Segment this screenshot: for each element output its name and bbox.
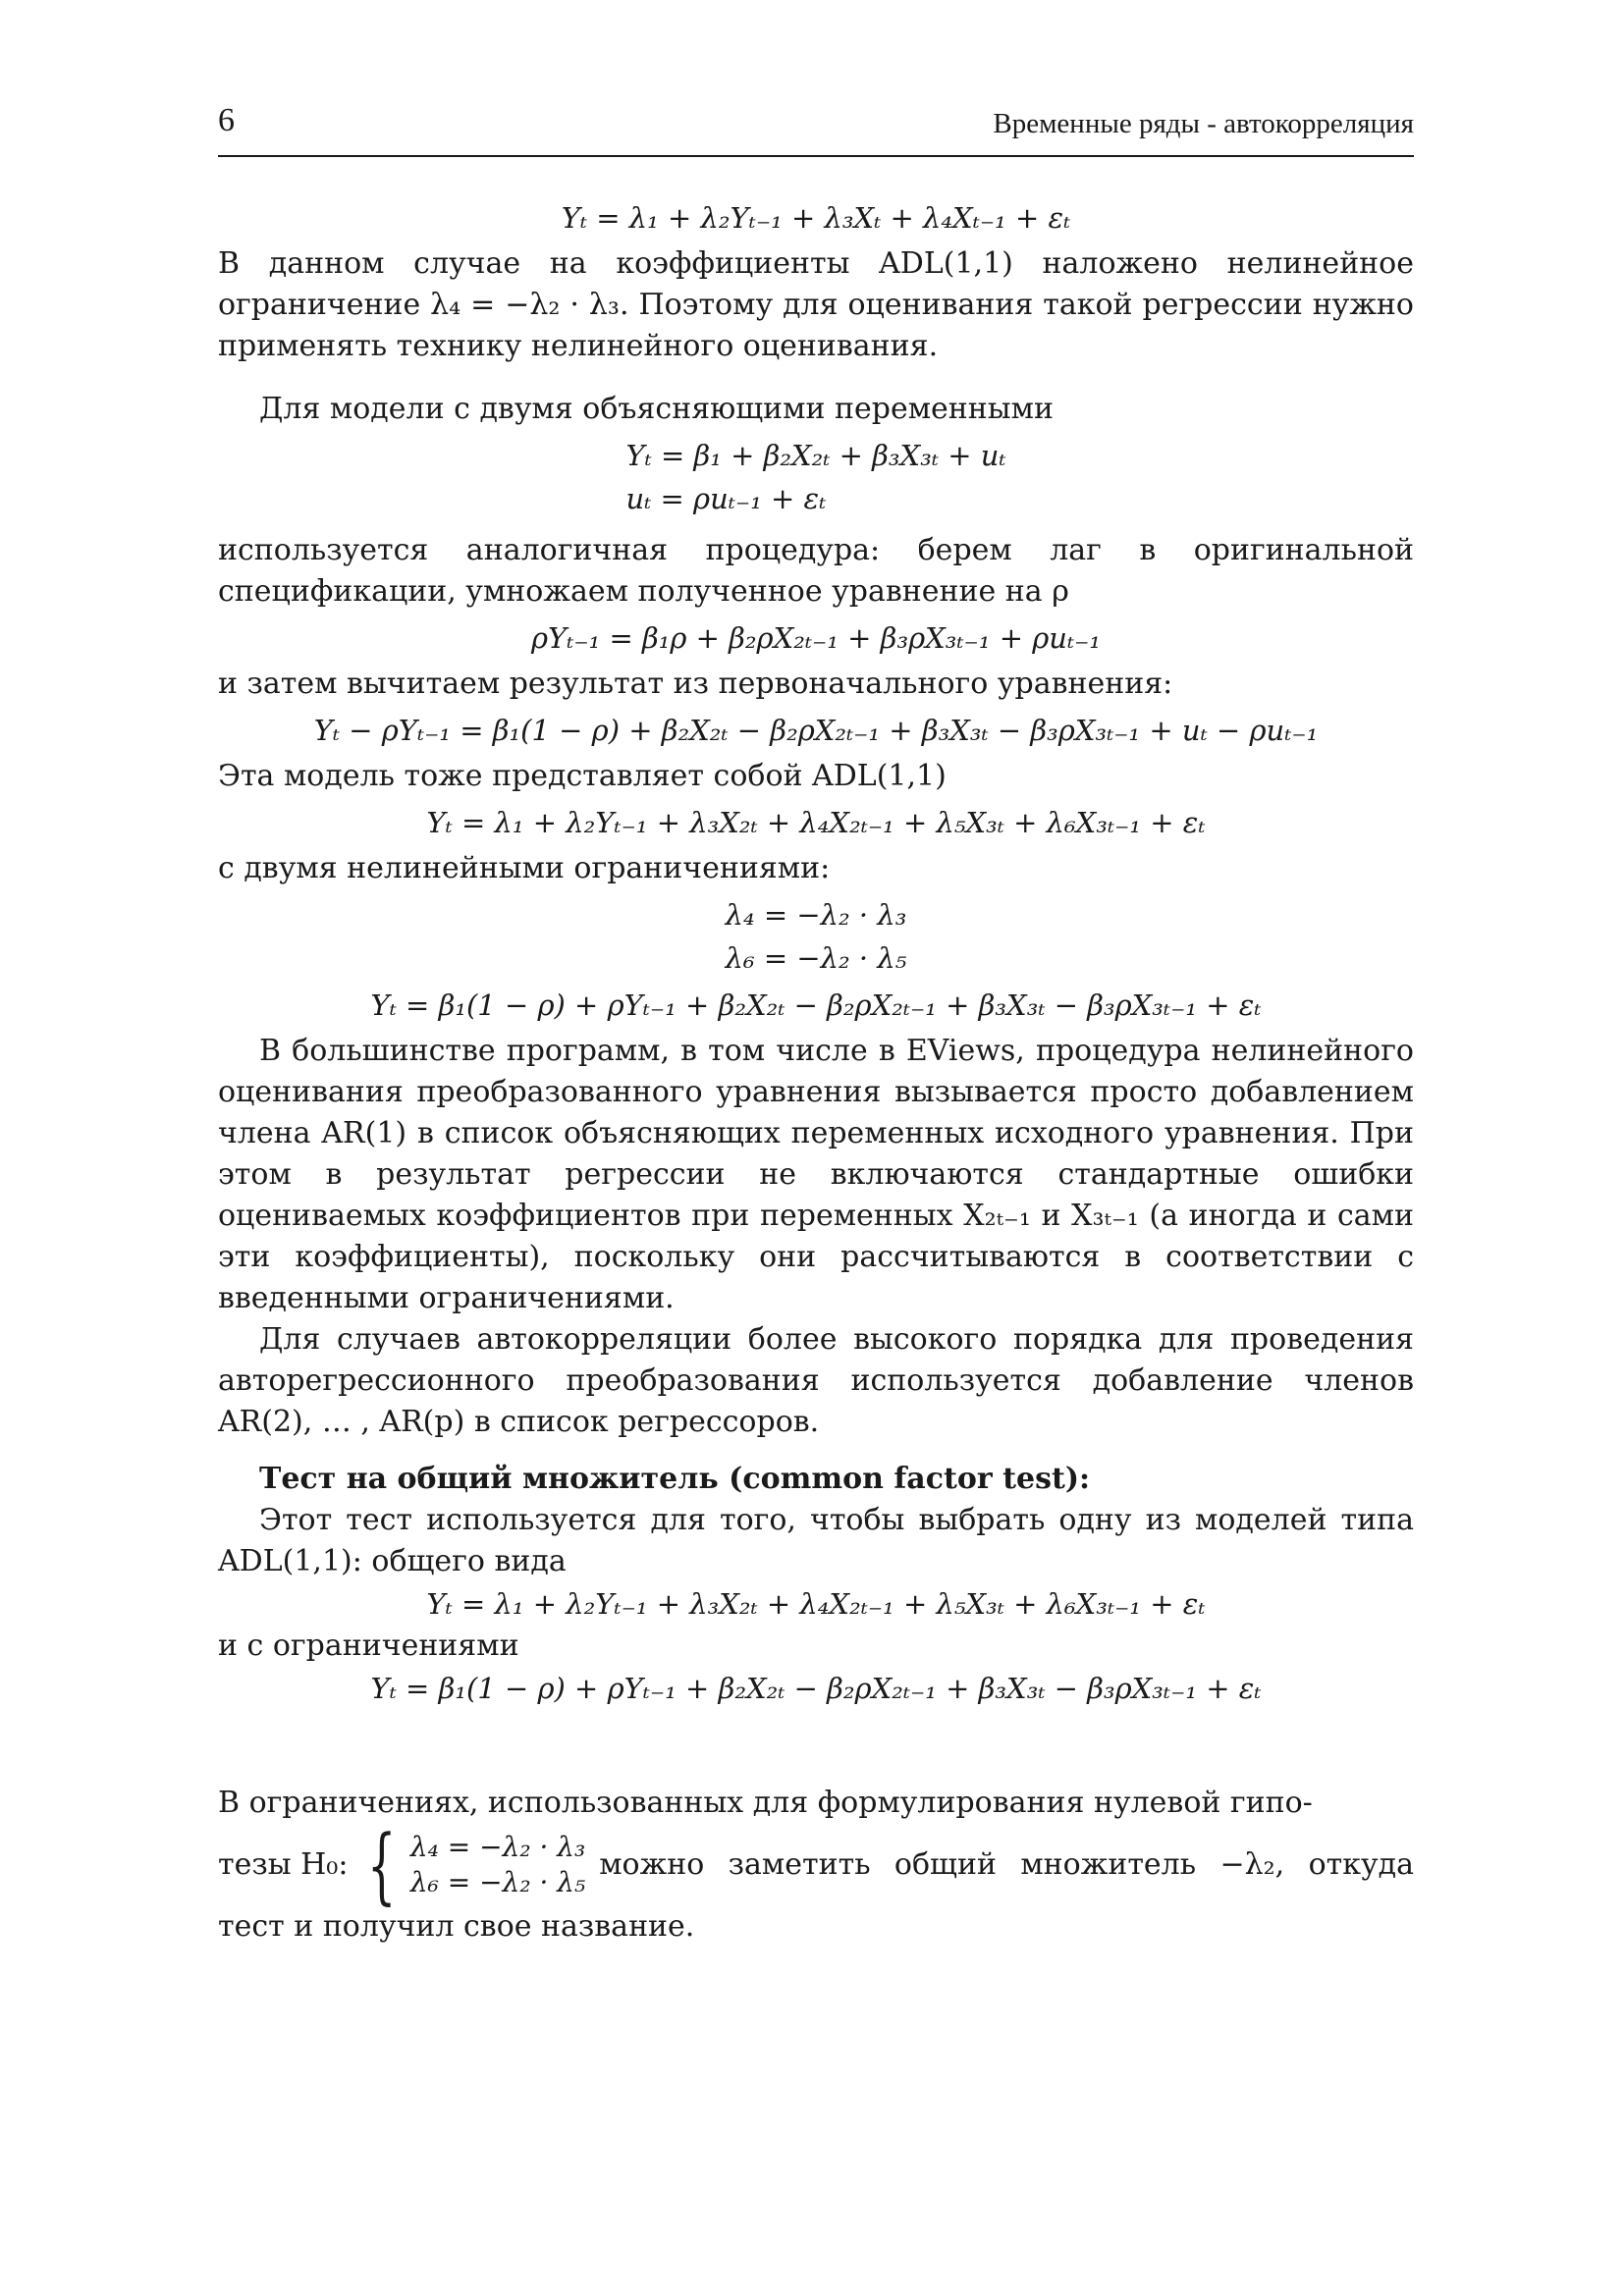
equation-system-constraints	[726, 893, 907, 980]
equation-error-ar1: uₜ = ρuₜ₋₁ + εₜ	[625, 482, 827, 515]
equation-constraint-lambda4: λ₄ = −λ₂ · λ₃	[725, 898, 907, 932]
paragraph-with-constraints: и с ограничениями	[218, 1629, 519, 1663]
hypothesis-tail: можно заметить общий множитель −λ₂, откуда	[599, 1847, 1414, 1882]
paragraph-two-constraints: с двумя нелинейными ограничениями:	[218, 851, 831, 885]
equation-model: Yₜ = β₁ + β₂X₂ₜ + β₃X₃ₜ + uₜ	[625, 439, 1006, 472]
section-heading: Тест на общий множитель (common factor test):	[259, 1462, 1091, 1496]
header-rule	[218, 155, 1414, 157]
paragraph-two-variables: Для модели с двумя объясняющими переменными	[259, 392, 1054, 426]
page-number: 6	[218, 102, 235, 138]
paragraph-test-name: тест и получил свое название.	[218, 1909, 695, 1944]
equation-lagged-rho: ρYₜ₋₁ = β₁ρ + β₂ρX₂ₜ₋₁ + β₃ρX₃ₜ₋₁ + ρuₜ₋₁	[530, 621, 1102, 655]
page-body	[218, 192, 1414, 1948]
hypothesis-constraint-b: λ₆ = −λ₂ · λ₅	[409, 1866, 586, 1898]
equation-system-model	[625, 434, 1005, 520]
hypothesis-system	[355, 1817, 586, 1913]
paragraph-eviews: В большинстве программ, в том числе в EViews, процедура нелинейного оценивания преобразованного уравнения вызывается просто добавлением члена AR(1) в список объясняющих переменных исходного уравнения. При этом в результат регрессии не включаются стандартные ошибки оцениваемых коэффициентов при переменных X₂ₜ₋₁ и X₃ₜ₋₁ (а иногда и сами эти коэффициенты), поскольку они рассчитываются в соответствии с введенными ограничениями.	[218, 1034, 1414, 1315]
paragraph-subtract: и затем вычитаем результат из первоначального уравнения:	[218, 667, 1173, 701]
hypothesis-lead: тезы H₀:	[218, 1847, 349, 1882]
page-header	[218, 102, 1414, 151]
paragraph-hypothesis-start: В ограничениях, использованных для формулирования нулевой гипо-	[218, 1786, 1313, 1820]
equation-adl-1: Yₜ = λ₁ + λ₂Yₜ₋₁ + λ₃Xₜ + λ₄Xₜ₋₁ + εₜ	[561, 201, 1071, 235]
equation-difference: Yₜ − ρYₜ₋₁ = β₁(1 − ρ) + β₂X₂ₜ − β₂ρX₂ₜ₋₁ + β₃X₃ₜ − β₃ρX₃ₜ₋₁ + uₜ − ρuₜ₋₁	[313, 714, 1319, 747]
running-title: Временные ряды - автокорреляция	[993, 108, 1414, 139]
paragraph-higher-order: Для случаев автокорреляции более высокого порядка для проведения авторегрессионного преобразования используется добавление членов AR(2), … , AR(p) в список регрессоров.	[218, 1322, 1414, 1439]
paragraph-adl-constraint: В данном случае на коэффициенты ADL(1,1) наложено нелинейное ограничение λ₄ = −λ₂ · λ₃. Поэтому для оценивания такой регрессии нужно применять технику нелинейного оценивания.	[218, 246, 1414, 363]
left-brace-icon: {	[367, 1817, 397, 1913]
paragraph-test-purpose: Этот тест используется для того, чтобы выбрать одну из моделей типа ADL(1,1): общего вида	[218, 1503, 1414, 1578]
hypothesis-constraint-a: λ₄ = −λ₂ · λ₃	[409, 1831, 586, 1863]
paragraph-procedure: используется аналогичная процедура: берем лаг в оригинальной спецификации, умножаем полученное уравнение на ρ	[218, 533, 1414, 609]
equation-constraint-lambda6: λ₆ = −λ₂ · λ₅	[725, 941, 907, 975]
paragraph-adl-again: Эта модель тоже представляет собой ADL(1,1)	[218, 759, 947, 793]
equation-general-form: Yₜ = λ₁ + λ₂Yₜ₋₁ + λ₃X₂ₜ + λ₄X₂ₜ₋₁ + λ₅X₃ₜ + λ₆X₃ₜ₋₁ + εₜ	[426, 1587, 1206, 1621]
hypothesis-line	[218, 1817, 1414, 1913]
equation-restricted-form: Yₜ = β₁(1 − ρ) + ρYₜ₋₁ + β₂X₂ₜ − β₂ρX₂ₜ₋₁ + β₃X₃ₜ − β₃ρX₃ₜ₋₁ + εₜ	[370, 1672, 1262, 1705]
equation-restricted: Yₜ = β₁(1 − ρ) + ρYₜ₋₁ + β₂X₂ₜ − β₂ρX₂ₜ₋₁ + β₃X₃ₜ − β₃ρX₃ₜ₋₁ + εₜ	[370, 988, 1262, 1022]
equation-adl-general: Yₜ = λ₁ + λ₂Yₜ₋₁ + λ₃X₂ₜ + λ₄X₂ₜ₋₁ + λ₅X₃ₜ + λ₆X₃ₜ₋₁ + εₜ	[426, 806, 1206, 839]
